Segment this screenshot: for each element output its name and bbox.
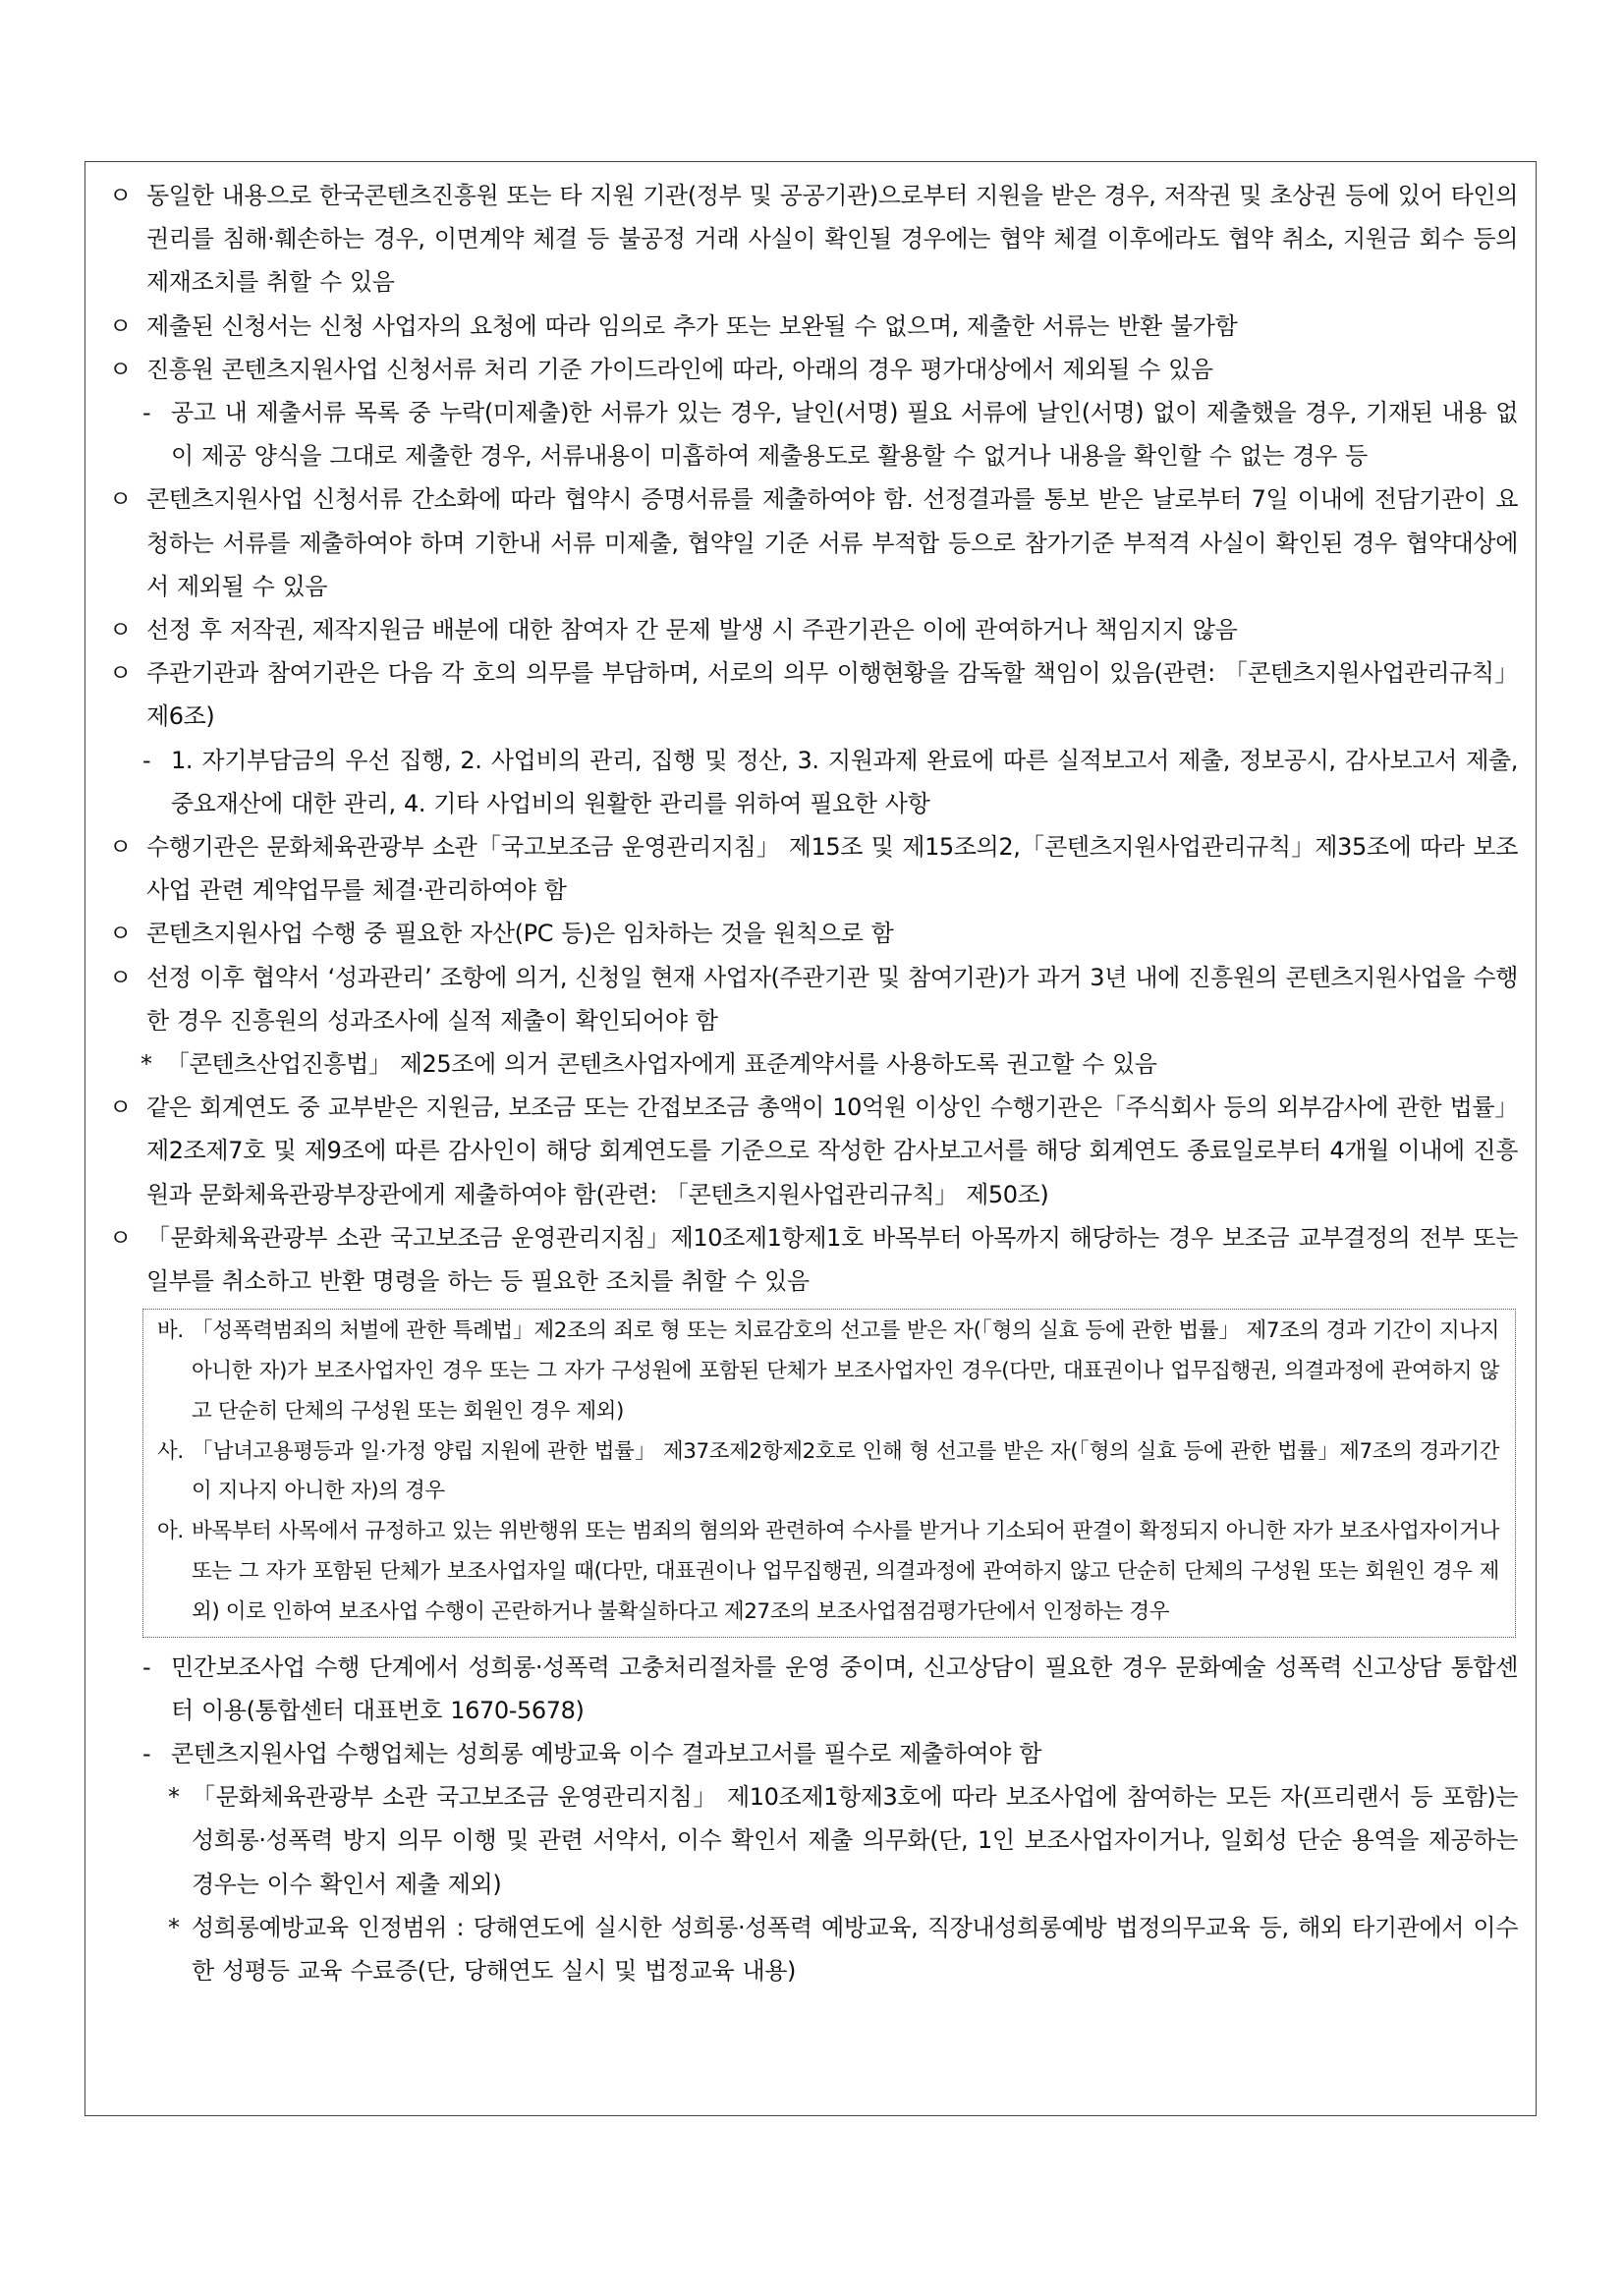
item-text: 선정 이후 협약서 ‘성과관리’ 조항에 의거, 신청일 현재 사업자(주관기관 및 참여기관)가 과거 3년 내에 진흥원의 콘텐츠지원사업을 수행한 경우 진흥원의 성과조사에 실적 제출이 확인되어야 함 <box>146 963 1518 1035</box>
circle-bullet: ㅇ <box>109 485 132 514</box>
excerpt-text: 바목부터 사목에서 규정하고 있는 위반행위 또는 범죄의 혐의와 관련하여 수사를 받거나 기소되어 판결이 확정되지 아니한 자가 보조사업자이거나 또는 그 자가 포함된 단체가 보조사업자일 때(다만, 대표권이나 업무집행권, 의결과정에 관여하지 않고 단순히 단체의 구성원 또는 회원인 경우 제외) 이로 인하여 보조사업 수행이 곤란하거나 불확실하다고 제27조의 보조사업점검평가단에서 인정하는 경우 <box>192 1519 1499 1624</box>
item-text: 성희롱예방교육 인정범위 : 당해연도에 실시한 성희롱·성폭력 예방교육, 직장내성희롱예방 법정의무교육 등, 해외 타기관에서 이수한 성평등 교육 수료증(단, 당해연도 실시 및 법정교육 내용) <box>192 1913 1518 1986</box>
asterisk-bullet: * <box>168 1783 180 1812</box>
item-text: 민간보조사업 수행 단계에서 성희롱·성폭력 고충처리절차를 운영 중이며, 신고상담이 필요한 경우 문화예술 성폭력 신고상담 통합센터 이용(통합센터 대표번호 1670-5678) <box>171 1652 1518 1724</box>
item-text: 수행기관은 문화체육관광부 소관「국고보조금 운영관리지침」 제15조 및 제15조의2,「콘텐츠지원사업관리규칙」제35조에 따라 보조사업 관련 계약업무를 체결·관리하여야 함 <box>146 833 1518 905</box>
excerpt-text: 「남녀고용평등과 일·가정 양립 지원에 관한 법률」 제37조제2항제2호로 인해 형 선고를 받은 자(「형의 실효 등에 관한 법률」제7조의 경과기간이 지나지 아니한 자)의 경우 <box>192 1438 1499 1504</box>
item-text: 주관기관과 참여기관은 다음 각 호의 의무를 부담하며, 서로의 의무 이행현황을 감독할 책임이 있음(관련: 「콘텐츠지원사업관리규칙」 제6조) <box>146 659 1518 731</box>
item-text: 동일한 내용으로 한국콘텐츠진흥원 또는 타 지원 기관(정부 및 공공기관)으로부터 지원을 받은 경우, 저작권 및 초상권 등에 있어 타인의 권리를 침해·훼손하는 경우, 이면계약 체결 등 불공정 거래 사실이 확인될 경우에는 협약 체결 이후에라도 협약 취소, 지원금 회수 등의 제재조치를 취할 수 있음 <box>146 182 1518 297</box>
regulation-excerpt-box <box>142 1309 1516 1637</box>
list-item <box>105 739 1518 825</box>
circle-bullet: ㅇ <box>109 963 132 991</box>
list-item <box>105 956 1518 1042</box>
list-item <box>105 608 1518 651</box>
item-text: 진흥원 콘텐츠지원사업 신청서류 처리 기준 가이드라인에 따라, 아래의 경우 평가대상에서 제외될 수 있음 <box>146 355 1213 383</box>
circle-bullet: ㅇ <box>109 311 132 340</box>
list-item <box>105 348 1518 391</box>
item-text: 1. 자기부담금의 우선 집행, 2. 사업비의 관리, 집행 및 정산, 3. 지원과제 완료에 따른 실적보고서 제출, 정보공시, 감사보고서 제출, 중요재산에 대한 관리, 4. 기타 사업비의 원활한 관리를 위하여 필요한 사항 <box>171 746 1518 817</box>
list-item <box>105 912 1518 955</box>
item-text: 콘텐츠지원사업 수행업체는 성희롱 예방교육 이수 결과보고서를 필수로 제출하여야 함 <box>171 1740 1042 1768</box>
list-item <box>105 1646 1518 1732</box>
item-text: 「콘텐츠산업진흥법」 제25조에 의거 콘텐츠사업자에게 표준계약서를 사용하도록 권고할 수 있음 <box>166 1050 1157 1079</box>
dash-bullet: - <box>142 1740 151 1768</box>
note-item <box>105 1906 1518 1992</box>
note-item <box>105 1775 1518 1906</box>
circle-bullet: ㅇ <box>109 355 132 383</box>
excerpt-item <box>157 1312 1499 1431</box>
circle-bullet: ㅇ <box>109 616 132 644</box>
item-text: 「문화체육관광부 소관 국고보조금 운영관리지침」제10조제1항제1호 바목부터 아목까지 해당하는 경우 보조금 교부결정의 전부 또는 일부를 취소하고 반환 명령을 하는 등 필요한 조치를 취할 수 있음 <box>146 1223 1518 1296</box>
item-text: 선정 후 저작권, 제작지원금 배분에 대한 참여자 간 문제 발생 시 주관기관은 이에 관여하거나 책임지지 않음 <box>146 616 1238 644</box>
circle-bullet: ㅇ <box>109 182 132 209</box>
item-text: 공고 내 제출서류 목록 중 누락(미제출)한 서류가 있는 경우, 날인(서명) 필요 서류에 날인(서명) 없이 제출했을 경우, 기재된 내용 없이 제공 양식을 그대로 제출한 경우, 서류내용이 미흡하여 제출용도로 활용할 수 없거나 내용을 확인할 수 없는 경우 등 <box>171 399 1518 471</box>
note-item <box>105 1042 1518 1086</box>
list-item <box>105 391 1518 477</box>
excerpt-item <box>157 1512 1499 1632</box>
item-text: 제출된 신청서는 신청 사업자의 요청에 따라 임의로 추가 또는 보완될 수 없으며, 제출한 서류는 반환 불가함 <box>146 311 1238 340</box>
circle-bullet: ㅇ <box>109 1093 132 1122</box>
list-item <box>105 1732 1518 1775</box>
list-item <box>105 651 1518 738</box>
dash-bullet: - <box>142 1652 151 1681</box>
list-item <box>105 1216 1518 1303</box>
circle-bullet: ㅇ <box>109 659 132 688</box>
list-item <box>105 174 1518 305</box>
excerpt-label: 사. <box>157 1438 184 1464</box>
dash-bullet: - <box>142 746 151 774</box>
excerpt-label: 아. <box>157 1519 184 1544</box>
circle-bullet: ㅇ <box>109 1223 132 1252</box>
excerpt-label: 바. <box>157 1318 184 1344</box>
excerpt-item <box>157 1432 1499 1513</box>
item-text: 같은 회계연도 중 교부받은 지원금, 보조금 또는 간접보조금 총액이 10억원 이상인 수행기관은「주식회사 등의 외부감사에 관한 법률」제2조제7호 및 제9조에 따른 감사인이 해당 회계연도를 기준으로 작성한 감사보고서를 해당 회계연도 종료일로부터 4개월 이내에 진흥원과 문화체육관광부장관에게 제출하여야 함(관련: 「콘텐츠지원사업관리규칙」 제50조) <box>146 1093 1518 1208</box>
excerpt-text: 「성폭력범죄의 처벌에 관한 특례법」제2조의 죄로 형 또는 치료감호의 선고를 받은 자(「형의 실효 등에 관한 법률」 제7조의 경과 기간이 지나지 아니한 자)가 보조사업자인 경우 또는 그 자가 구성원에 포함된 단체가 보조사업자인 경우(다만, 대표권이나 업무집행권, 의결과정에 관여하지 않고 단순히 단체의 구성원 또는 회원인 경우 제외) <box>192 1318 1499 1424</box>
list-item <box>105 825 1518 912</box>
dash-bullet: - <box>142 399 151 427</box>
circle-bullet: ㅇ <box>109 833 132 862</box>
item-text: 「문화체육관광부 소관 국고보조금 운영관리지침」 제10조제1항제3호에 따라 보조사업에 참여하는 모든 자(프리랜서 등 포함)는 성희롱·성폭력 방지 의무 이행 및 관련 서약서, 이수 확인서 제출 의무화(단, 1인 보조사업자이거나, 일회성 단순 용역을 제공하는 경우는 이수 확인서 제출 제외) <box>192 1783 1518 1898</box>
list-item <box>105 477 1518 608</box>
circle-bullet: ㅇ <box>109 920 132 948</box>
asterisk-bullet: * <box>140 1050 152 1079</box>
item-text: 콘텐츠지원사업 수행 중 필요한 자산(PC 등)은 임차하는 것을 원칙으로 함 <box>146 920 894 948</box>
asterisk-bullet: * <box>168 1913 180 1941</box>
item-text: 콘텐츠지원사업 신청서류 간소화에 따라 협약시 증명서류를 제출하여야 함. 선정결과를 통보 받은 날로부터 7일 이내에 전담기관이 요청하는 서류를 제출하여야 하며 기한내 서류 미제출, 협약일 기준 서류 부적합 등으로 참가기준 부적격 사실이 확인된 경우 협약대상에서 제외될 수 있음 <box>146 485 1518 600</box>
notice-box <box>84 161 1537 2116</box>
list-item <box>105 305 1518 348</box>
list-item <box>105 1086 1518 1216</box>
